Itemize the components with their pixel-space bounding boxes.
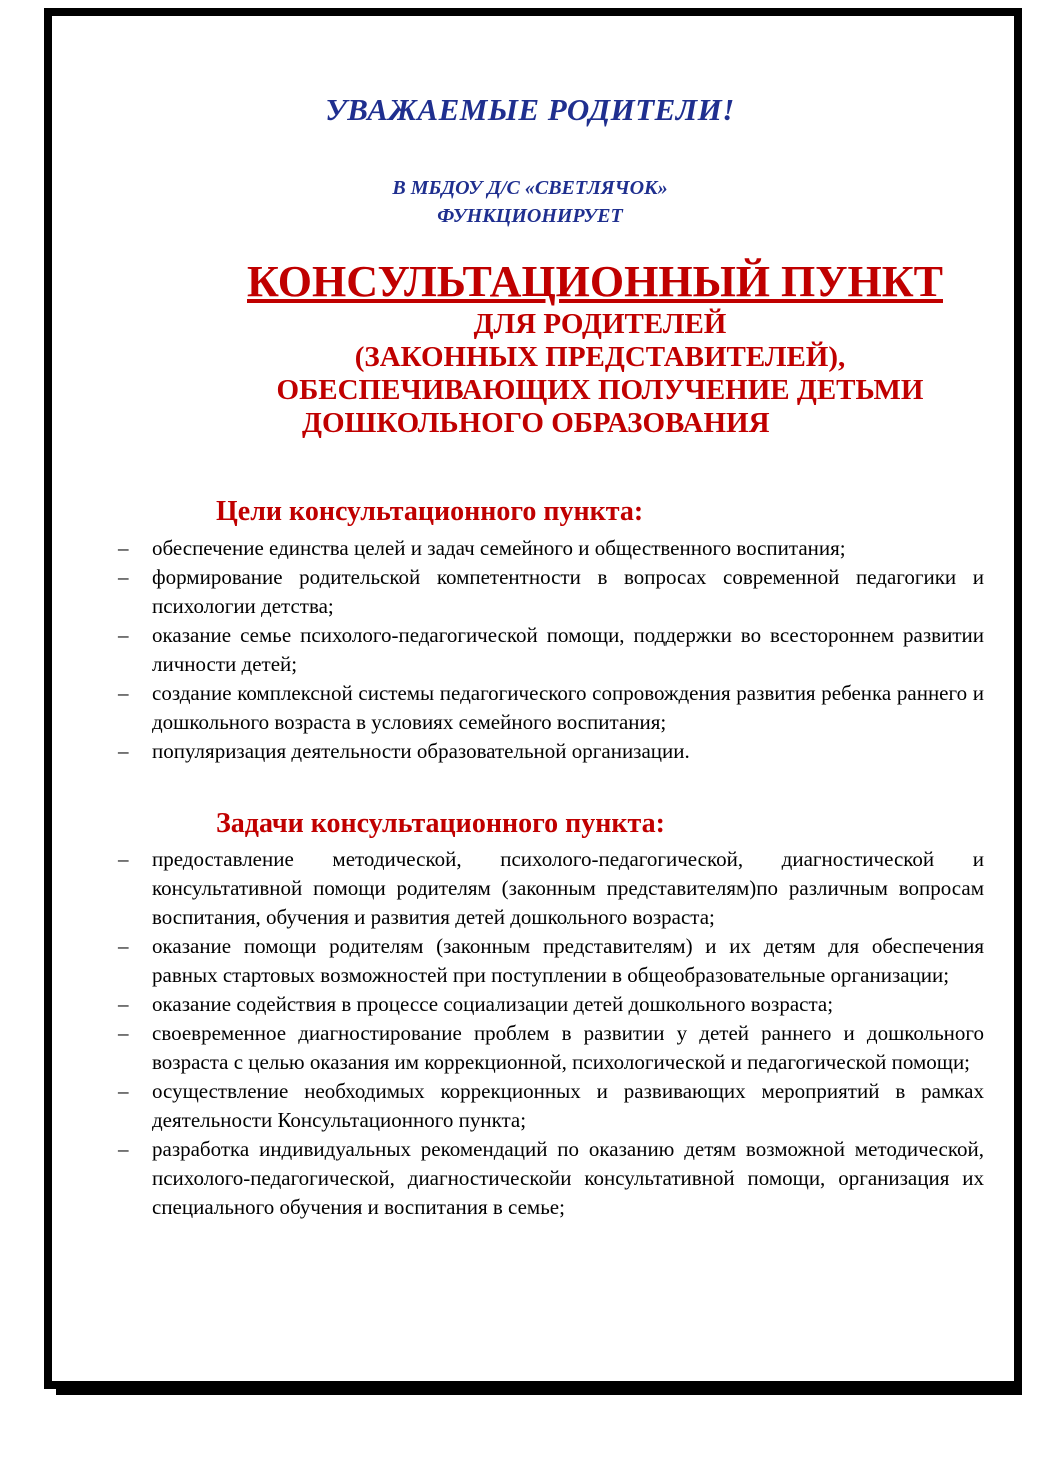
- list-item: – оказание помощи родителям (законным представителям) и их детям для обеспечения равных стартовых возможностей при поступлении в общеобразовательные организации;: [118, 932, 984, 990]
- intro-text: [0, 174, 1060, 230]
- list-item: – оказание содействия в процессе социализации детей дошкольного возраста;: [118, 990, 984, 1019]
- frame-shadow-bottom: [56, 1389, 1022, 1395]
- list-item: – популяризация деятельности образовательной организации.: [118, 737, 984, 766]
- main-heading: [210, 256, 990, 440]
- list-item: – оказание семье психолого-педагогической помощи, поддержки во всестороннем развитии личности детей;: [118, 621, 984, 679]
- heading-line-2: (ЗАКОННЫХ ПРЕДСТАВИТЕЛЕЙ),: [354, 341, 846, 373]
- list-item: – обеспечение единства целей и задач семейного и общественного воспитания;: [118, 534, 984, 563]
- list-item: – предоставление методической, психолого-педагогической, диагностической и консультативной помощи родителям (законным представителям)по различным вопросам воспитания, обучения и развития детей дошкольного возраста;: [118, 845, 984, 932]
- heading-line-3: ОБЕСПЕЧИВАЮЩИХ ПОЛУЧЕНИЕ ДЕТЬМИ: [276, 374, 924, 406]
- tasks-list: [118, 845, 984, 1222]
- list-item: – формирование родительской компетентности в вопросах современной педагогики и психологии детства;: [118, 563, 984, 621]
- goals-section-title: Цели консультационного пункта:: [216, 496, 644, 527]
- list-item: – разработка индивидуальных рекомендаций по оказанию детям возможной методической, психолого-педагогической, диагностическойи консультативной помощи, организация их специального обучения и воспитания в семье;: [118, 1135, 984, 1222]
- tasks-section-title: Задачи консультационного пункта:: [216, 808, 665, 839]
- page-title: КОНСУЛЬТАЦИОННЫЙ ПУНКТ: [247, 257, 943, 306]
- intro-line-2: ФУНКЦИОНИРУЕТ: [437, 205, 623, 227]
- heading-line-4: ДОШКОЛЬНОГО ОБРАЗОВАНИЯ: [302, 407, 770, 439]
- heading-line-1: ДЛЯ РОДИТЕЛЕЙ: [473, 308, 727, 340]
- list-item: – создание комплексной системы педагогического сопровождения развития ребенка раннего и дошкольного возраста в условиях семейного воспитания;: [118, 679, 984, 737]
- list-item: – своевременное диагностирование проблем в развитии у детей раннего и дошкольного возраста с целью оказания им коррекционной, психологической и педагогической помощи;: [118, 1019, 984, 1077]
- intro-line-1: В МБДОУ Д/С «СВЕТЛЯЧОК»: [392, 177, 668, 199]
- list-item: – осуществление необходимых коррекционных и развивающих мероприятий в рамках деятельности Консультационного пункта;: [118, 1077, 984, 1135]
- greeting-title: УВАЖАЕМЫЕ РОДИТЕЛИ!: [325, 92, 735, 127]
- goals-list: [118, 534, 984, 766]
